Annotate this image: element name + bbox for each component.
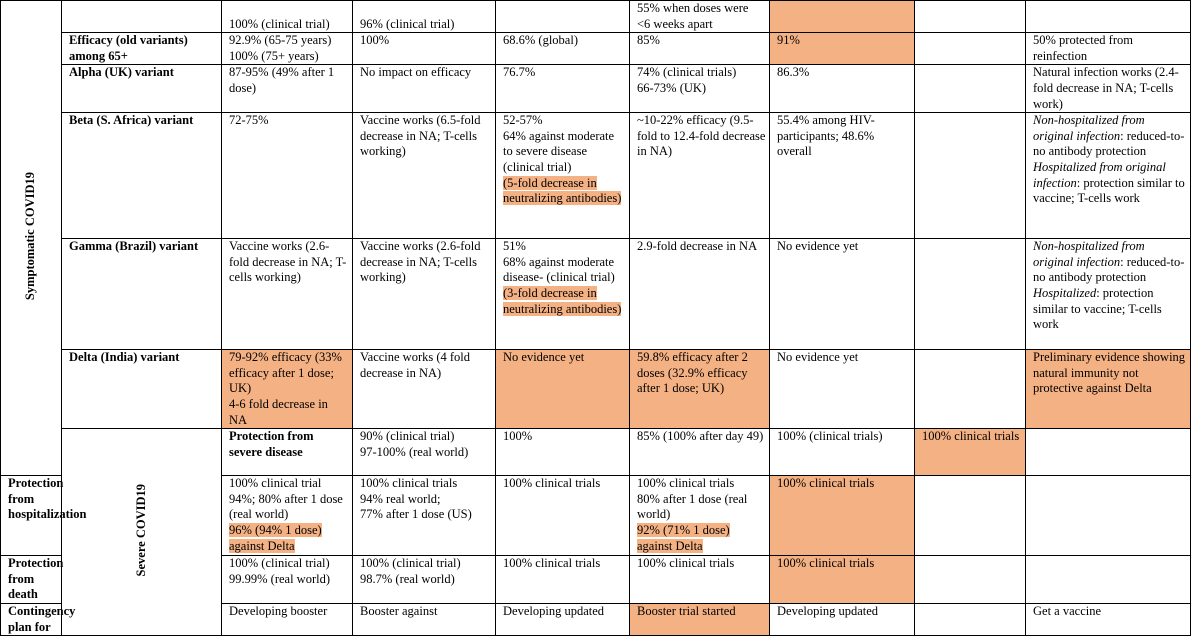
table-cell: ~10-22% efficacy (9.5-fold to 12.4-fold decrease in NA): [630, 113, 770, 239]
highlighted-text: (5-fold decrease in neutralizing antibodies): [503, 175, 622, 206]
row-label-delta: Delta (India) variant: [62, 350, 222, 429]
table-cell: 100% (clinical trials): [770, 429, 915, 476]
cell-text: 100% (clinical trial): [229, 556, 330, 571]
cell-text: 99.99% (real world): [229, 571, 331, 586]
highlighted-text: 96% (94% 1 dose) against Delta: [229, 522, 322, 553]
table-cell: Natural infection works (2.4-fold decrease in NA; T-cells work): [1026, 65, 1191, 113]
table-cell: 86.3%: [770, 65, 915, 113]
table-cell: [630, 476, 770, 556]
table-cell: 2.9-fold decrease in NA: [630, 239, 770, 350]
table-cell: [496, 239, 630, 350]
table-cell-highlight: 100% clinical trials: [915, 429, 1026, 476]
table-cell: [915, 603, 1026, 635]
table-cell-highlight: 59.8% efficacy after 2 doses (32.9% efficacy after 1 dose; UK): [630, 350, 770, 429]
table-cell: [915, 350, 1026, 429]
table-cell: 68.6% (global): [496, 33, 630, 65]
cell-text: 100% (clinical trial): [229, 16, 330, 31]
table-cell: 85%: [630, 33, 770, 65]
table-cell: [1026, 239, 1191, 350]
cell-text: Hospitalized: [1033, 285, 1097, 300]
cell-text: 77% after 1 dose (US): [360, 507, 472, 522]
table-row: [1, 239, 1191, 350]
row-label-gamma: Gamma (Brazil) variant: [62, 239, 222, 350]
cell-text: : protection similar to vaccine; T-cells work: [1033, 175, 1185, 206]
table-cell: 100%: [353, 33, 496, 65]
table-cell-highlight: Booster trial started: [630, 603, 770, 635]
table-cell: 72-75%: [222, 113, 353, 239]
table-cell: [222, 556, 353, 604]
table-cell: 100% clinical trials: [496, 556, 630, 604]
cell-text: 97-100% (real world): [360, 444, 469, 459]
cell-text: Hospitalized from original infection: [1033, 159, 1166, 190]
cell-text: 98.7% (real world): [360, 571, 455, 586]
table-cell: Vaccine works (4 fold decrease in NA): [353, 350, 496, 429]
cell-text: : protection similar to vaccine; T-cells work: [1033, 285, 1162, 332]
table-cell: Developing updated: [770, 603, 915, 635]
table-cell: [915, 1, 1026, 33]
table-cell: [1026, 556, 1191, 604]
table-cell: [353, 1, 496, 33]
table-row: [1, 65, 1191, 113]
table-cell: [222, 1, 353, 33]
table-cell: [915, 476, 1026, 556]
cell-text: 94% real world;: [360, 491, 441, 506]
table-cell: 85% (100% after day 49): [630, 429, 770, 476]
table-cell: 100% clinical trials: [630, 556, 770, 604]
table-cell: [496, 113, 630, 239]
section-label-symptomatic: Symptomatic COVID19: [23, 171, 38, 300]
highlighted-text: (3-fold decrease in neutralizing antibodies): [503, 285, 622, 316]
cell-text: 94%; 80% after 1 dose (real world): [229, 491, 343, 522]
table-cell: [496, 1, 630, 33]
cell-text: <6 weeks apart: [637, 16, 713, 31]
row-label: [62, 1, 222, 33]
table-cell: 87-95% (49% after 1 dose): [222, 65, 353, 113]
row-label-alpha: Alpha (UK) variant: [62, 65, 222, 113]
cell-text: Non-hospitalized from original infection: [1033, 239, 1145, 269]
table-cell: [630, 65, 770, 113]
table-cell: [915, 239, 1026, 350]
table-cell-highlight: [770, 1, 915, 33]
table-cell: [915, 556, 1026, 604]
cell-text: 55% when doses were: [637, 1, 749, 15]
row-label-hospitalization: Protection from hospitalization: [1, 476, 62, 556]
cell-text: 100% (clinical trial): [360, 556, 461, 571]
cell-text: 96% (clinical trial): [360, 16, 455, 31]
cell-text: 100% clinical trials: [360, 476, 458, 491]
section-cell-symptomatic: [1, 1, 62, 476]
table-cell: [222, 33, 353, 65]
cell-text: 64% against moderate to severe disease (clinical trial): [503, 128, 615, 174]
section-label-severe: Severe COVID19: [133, 483, 148, 577]
table-cell-highlight: Preliminary evidence showing natural immunity not protective against Delta: [1026, 350, 1191, 429]
table-cell: [630, 1, 770, 33]
table-cell: No impact on efficacy: [353, 65, 496, 113]
table-cell: Get a vaccine: [1026, 603, 1191, 635]
cell-text: 52-57%: [503, 113, 543, 128]
cell-text: 51%: [503, 239, 526, 254]
table-cell: No evidence yet: [770, 239, 915, 350]
table-cell: 100%: [496, 429, 630, 476]
cell-text: 74% (clinical trials): [637, 65, 737, 80]
table-cell-highlight: 91%: [770, 33, 915, 65]
table-cell-highlight: [222, 350, 353, 429]
table-cell: Developing updated: [496, 603, 630, 635]
row-label-severe-disease: Protection from severe disease: [222, 429, 353, 476]
row-label-contingency: Contingency plan for: [1, 603, 62, 635]
cell-text: : reduced-to-no antibody protection: [1033, 128, 1185, 159]
cell-text: 79-92% efficacy (33% efficacy after 1 dose; UK): [229, 350, 342, 396]
table-cell: [915, 33, 1026, 65]
table-cell: 76.7%: [496, 65, 630, 113]
cell-text: 92.9% (65-75 years): [229, 33, 332, 48]
table-cell: [915, 113, 1026, 239]
table-row: [1, 350, 1191, 429]
row-label-death: Protection from death: [1, 556, 62, 604]
table-cell: [1026, 476, 1191, 556]
row-label-efficacy-65: Efficacy (old variants) among 65+: [62, 33, 222, 65]
cell-text: 100% (75+ years): [229, 48, 319, 63]
table-cell: [1026, 429, 1191, 476]
cell-text: 100% clinical trial: [229, 476, 322, 491]
table-cell-highlight: 100% clinical trials: [770, 556, 915, 604]
table-cell: Vaccine works (2.6-fold decrease in NA; T-cells working): [353, 239, 496, 350]
cell-text: 100% clinical trials: [637, 476, 735, 491]
table-cell: [1026, 1, 1191, 33]
table-cell: [1026, 113, 1191, 239]
table-cell: Vaccine works (6.5-fold decrease in NA; T-cells working): [353, 113, 496, 239]
table-cell: Developing booster: [222, 603, 353, 635]
cell-text: : reduced-to-no antibody protection: [1033, 254, 1185, 285]
cell-text: 68% against moderate disease- (clinical trial): [503, 254, 615, 285]
cell-text: 4-6 fold decrease in NA: [229, 396, 328, 427]
table-cell: 100% clinical trials: [496, 476, 630, 556]
table-cell: [222, 476, 353, 556]
row-label-beta: Beta (S. Africa) variant: [62, 113, 222, 239]
table-cell: [353, 476, 496, 556]
cell-text: 80% after 1 dose (real world): [637, 491, 748, 522]
table-row: [1, 1, 1191, 33]
table-row: [1, 113, 1191, 239]
highlighted-text: 92% (71% 1 dose) against Delta: [637, 522, 730, 553]
table-cell: Booster against: [353, 603, 496, 635]
cell-text: 66-73% (UK): [637, 80, 707, 95]
table-cell: Vaccine works (2.6-fold decrease in NA; T-cells working): [222, 239, 353, 350]
table-cell: No evidence yet: [770, 350, 915, 429]
table-cell-highlight: 100% clinical trials: [770, 476, 915, 556]
cell-text: 90% (clinical trial): [360, 429, 455, 444]
table-cell: [915, 65, 1026, 113]
table-cell: [353, 556, 496, 604]
cell-text: Non-hospitalized from original infection: [1033, 113, 1145, 143]
table-cell-highlight: No evidence yet: [496, 350, 630, 429]
section-cell-severe: [62, 429, 222, 636]
table-row: [1, 429, 1191, 476]
table-cell: [353, 429, 496, 476]
table-row: [1, 33, 1191, 65]
table-cell: 55.4% among HIV- participants; 48.6% overall: [770, 113, 915, 239]
table-cell: 50% protected from reinfection: [1026, 33, 1191, 65]
